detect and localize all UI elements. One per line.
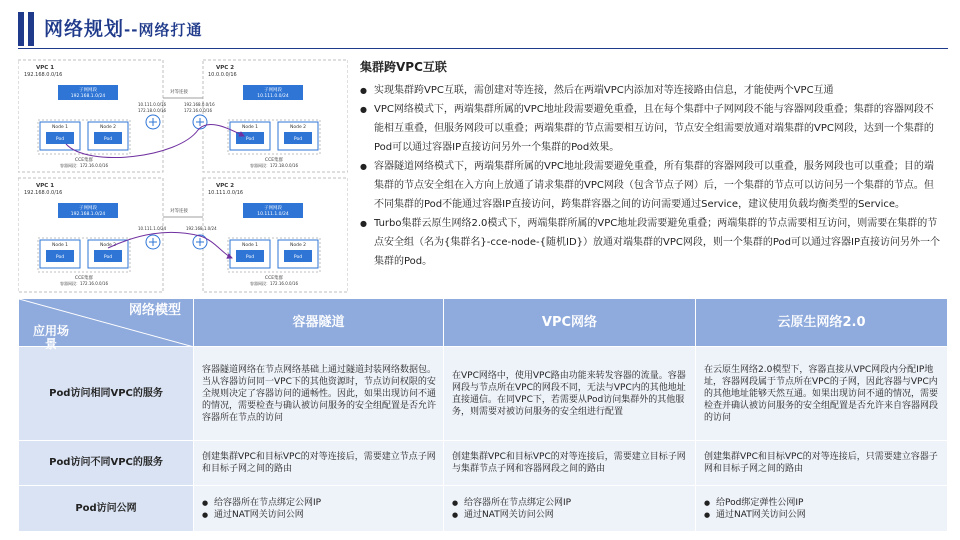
route-entry: 10.111.1.0/24 [138, 226, 167, 231]
table-cell: 容器隧道网络在节点网络基础上通过隧道封装网络数据包。当从容器访问同一VPC下的其他资源时，节点访问权限的安全规则决定了容器访问的通畅性。因此，如果出现访问不通的情况，需要检查与确认被访问服务的安全组配置是否允许容器所在节点的访问 [194, 347, 444, 441]
column-header: 云原生网络2.0 [696, 299, 948, 347]
table-cell: 在云原生网络2.0模型下，容器直接从VPC网段内分配IP地址，容器网段属于节点所在VPC的子网，因此容器与VPC内的其他地址能够天然互通。如果出现访问不通的情况，需要检查并确认被访问服务的安全组配置是否允许来自容器网段的访问 [696, 347, 948, 441]
vpc-cidr: 10.0.0.0/16 [208, 72, 237, 78]
subnet-name: 子网网段 [264, 88, 282, 93]
vpc-name: VPC 1 [36, 65, 55, 71]
table-cell: 在VPC网络中，使用VPC路由功能来转发容器的流量。容器网段与节点所在VPC的网段不同，无法与VPC内的其他地址直接通信。在同VPC下，若需要从Pod访问集群外的其他服务，则需要对被访问服务的安全组进行配置 [444, 347, 696, 441]
table-cell [444, 486, 696, 532]
vpc-name: VPC 2 [216, 183, 235, 189]
table-cell [194, 486, 444, 532]
info-bullet: ● VPC网络模式下，两端集群所属的VPC地址段需要避免重叠，且在每个集群中子网网段不能与容器网段重叠；集群的容器网段不能相互重叠，但服务网段可以重叠；两端集群的节点需要相互访问，节点安全组需要放通对端集群的VPC网段，达到一个集群的Pod可以通过容器IP直接访问另外一个集群的Pod效果。 [360, 100, 940, 157]
subnet-cidr: 10.111.0.0/24 [257, 94, 289, 99]
info-bullet: ● 容器隧道网络模式下，两端集群所属的VPC地址段需要避免重叠，所有集群的容器网段可以重叠，服务网段也可以重叠；目的端集群的节点安全组在入方向上放通了请求集群的VPC网段（包含节点子网）后，一个集群的节点可以访问另一个集群的节点。但不同集群的Pod不能通过容器IP直接访问，跨集群容器之间的访问需要通过Service，建议使用负载均衡类型的Service。 [360, 157, 940, 214]
subnet-name: 子网网段 [79, 206, 97, 211]
title-main: 网络规划 [44, 18, 125, 40]
cluster-cidr: 容器网段：172.16.0.0/16 [59, 281, 109, 286]
info-bullets [360, 81, 940, 271]
row-label: Pod访问相同VPC的服务 [19, 347, 194, 441]
accent-bar [18, 12, 24, 46]
network-model-table [18, 298, 948, 532]
subnet-name: 子网网段 [79, 88, 97, 93]
pod-label: Pod [245, 137, 255, 142]
pod-label: Pod [55, 255, 65, 260]
subnet-name: 子网网段 [264, 206, 282, 211]
title-sub: --网络打通 [124, 21, 203, 39]
diagram-svg [18, 58, 348, 294]
node-label: Node 1 [51, 125, 69, 130]
cluster-cidr: 容器网段：172.16.0.0/16 [59, 163, 109, 168]
list-item: ● 给容器所在节点绑定公网IP [202, 497, 437, 509]
node-label: Node 2 [289, 125, 307, 130]
column-header: 容器隧道 [194, 299, 444, 347]
list-item: ● 给Pod绑定弹性公网IP [704, 497, 941, 509]
corner-label-scenario: 应用场景 [32, 324, 69, 351]
subnet-cidr: 192.168.1.0/24 [70, 94, 106, 99]
vpc-peering-diagram [18, 58, 348, 294]
bullet-list [452, 497, 689, 521]
table-cell: 创建集群VPC和目标VPC的对等连接后，需要建立目标子网与集群节点子网和容器网段之间的路由 [444, 441, 696, 486]
accent-bar [28, 12, 34, 46]
node-label: Node 1 [241, 125, 259, 130]
node-label: Node 1 [241, 243, 259, 248]
route-entry: 172.18.0.0/16 [138, 108, 167, 113]
list-item: ● 通过NAT网关访问公网 [704, 509, 941, 521]
pod-label: Pod [293, 137, 303, 142]
peering-label: 对等连接 [170, 90, 188, 95]
table-row [19, 486, 948, 532]
pod-label: Pod [293, 255, 303, 260]
table-row [19, 347, 948, 441]
table-cell: 创建集群VPC和目标VPC的对等连接后，需要建立节点子网和目标子网之间的路由 [194, 441, 444, 486]
bullet-list [202, 497, 437, 521]
vpc-cidr: 192.168.0.0/16 [24, 72, 63, 78]
vpc-name: VPC 2 [216, 65, 235, 71]
info-bullet: ● Turbo集群云原生网络2.0模式下，两端集群所属的VPC地址段需要避免重叠；两端集群的节点需要相互访问，则需要在集群的节点安全组（名为{集群名}-cce-node-{随机ID}）放通对端集群的VPC网段，则一个集群的Pod可以通过容器IP直接访问另外一个集群的Pod。 [360, 214, 940, 271]
bullet-list [704, 497, 941, 521]
route-entry: 172.16.0.0/16 [184, 108, 213, 113]
page-title [44, 14, 202, 41]
info-bullet: ● 实现集群跨VPC互联，需创建对等连接，然后在两端VPC内添加对等连接路由信息，才能使两个VPC互通 [360, 81, 940, 100]
cluster-cidr: 容器网段：172.18.0.0/16 [249, 163, 299, 168]
list-item: ● 通过NAT网关访问公网 [452, 509, 689, 521]
list-item: ● 给容器所在节点绑定公网IP [452, 497, 689, 509]
node-label: Node 2 [99, 125, 117, 130]
info-heading: 集群跨VPC互联 [360, 60, 447, 74]
info-panel [360, 58, 940, 271]
corner-label-model: 网络模型 [128, 303, 181, 318]
pod-label: Pod [55, 137, 65, 142]
cluster-name: CCE集群 [264, 158, 284, 163]
cluster-name: CCE集群 [74, 276, 94, 281]
subnet-cidr: 192.168.1.0/24 [70, 212, 106, 217]
row-label: Pod访问不同VPC的服务 [19, 441, 194, 486]
table-corner-header [19, 299, 194, 351]
list-item: ● 通过NAT网关访问公网 [202, 509, 437, 521]
route-entry: 192.168.0.0/16 [184, 102, 215, 107]
vpc-cidr: 10.111.0.0/16 [208, 190, 244, 196]
route-entry: 192.168.1.0/24 [186, 226, 217, 231]
cluster-name: CCE集群 [264, 276, 284, 281]
header-divider [18, 48, 948, 49]
node-label: Node 2 [289, 243, 307, 248]
table-cell: 创建集群VPC和目标VPC的对等连接后，只需要建立容器子网和目标子网之间的路由 [696, 441, 948, 486]
pod-label: Pod [103, 255, 113, 260]
pod-label: Pod [245, 255, 255, 260]
pod-label: Pod [103, 137, 113, 142]
cluster-cidr: 容器网段：172.16.0.0/16 [249, 281, 299, 286]
node-label: Node 2 [99, 243, 117, 248]
route-entry: 10.111.0.0/16 [138, 102, 167, 107]
vpc-cidr: 192.168.0.0/16 [24, 190, 63, 196]
cluster-name: CCE集群 [74, 158, 94, 163]
page-header [0, 0, 960, 50]
node-label: Node 1 [51, 243, 69, 248]
peering-label: 对等连接 [170, 209, 188, 214]
vpc-name: VPC 1 [36, 183, 55, 189]
table-cell [696, 486, 948, 532]
subnet-cidr: 10.111.1.0/24 [257, 212, 289, 217]
row-label: Pod访问公网 [19, 486, 194, 532]
column-header: VPC网络 [444, 299, 696, 347]
table-row [19, 441, 948, 486]
